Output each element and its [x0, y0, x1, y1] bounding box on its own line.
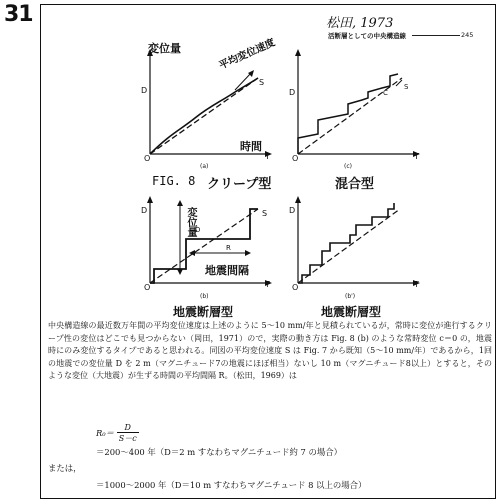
creep-origin-label: O [144, 154, 151, 163]
eq-interval-label: 地震間隔 [205, 264, 249, 277]
header-rule [412, 35, 460, 36]
formula-lhs: R₀＝ [96, 428, 115, 438]
result-line-2: ＝1000～2000 年（D＝10 m すなわちマグニチュード 8 以上の場合） [96, 480, 367, 490]
mixed-s-label: S [404, 83, 409, 91]
fault-prime-panel-label: (b') [345, 293, 356, 300]
formula-denominator: S－c [118, 434, 137, 443]
formula-fraction [117, 423, 139, 444]
fault-displacement-label: 変位量 [185, 207, 196, 237]
mixed-c-label: C [383, 89, 388, 97]
body-text [48, 320, 492, 383]
fault-prime-t-axis-label: T [414, 280, 419, 289]
fault-r-label: R [226, 244, 231, 252]
displacement-label: 変位量 [148, 42, 181, 55]
creep-s-label: S [259, 78, 265, 87]
formula [96, 423, 139, 444]
fault-prime-panel-graph [288, 195, 428, 295]
creep-t-axis-label: T [265, 152, 270, 161]
mixed-caption: 混合型 [335, 177, 375, 192]
figure-label: FIG. 8 [152, 174, 196, 188]
result-line-1: ＝200～400 年（D＝2 m すなわちマグニチュード約 7 の場合） [96, 447, 343, 457]
creep-panel-label: (a) [200, 163, 209, 170]
or-text: または， [48, 463, 82, 473]
creep-caption: クリープ型 [207, 177, 272, 192]
mixed-t-axis-label: T [414, 152, 419, 161]
fault-caption: 地震断層型 [173, 305, 234, 319]
mixed-panel-label: (c) [344, 163, 352, 170]
fault-t-axis-label: T [265, 280, 270, 289]
mixed-panel-graph [288, 48, 428, 163]
fault-d-label: D [195, 226, 201, 234]
mixed-origin-label: O [292, 154, 299, 163]
body-paragraph: 中央構造線の最近数万年間の平均変位速度は上述のように 5～10 mm/年と見積られているが，常時に変位が進行するクリープ性の変位はどこでも見つからない（岡田，1971）ので，実際の動き方は Fig. 8 (b) のような常時変位 c＝0 の，地震時にのみ変位するタイプであると思われる。同図の平均変位速度 S は Fig. 7 から既知（5～10 mm/年）であるから，1回の地震での変位量 D を 2 m（マグニチュード7の地震にほぼ相当）ないし 10 m（マグニチュード8以上）とすると，そのような変位（大地震）が生ずる時間の平均間隔 R。（松田，1969）は [48, 321, 492, 381]
running-title: 活断層としての中央構造線 [328, 32, 406, 40]
mixed-d-axis-label: D [289, 88, 296, 97]
time-label: 時間 [240, 140, 262, 153]
avg-rate-label: 平均変位速度 [217, 37, 277, 72]
fault-prime-caption: 地震断層型 [321, 305, 382, 319]
fault-prime-origin-label: O [292, 283, 299, 292]
formula-numerator: D [117, 423, 139, 433]
fault-d-axis-label: D [141, 206, 148, 215]
page-number: 31 [4, 2, 33, 27]
fault-prime-d-axis-label: D [289, 206, 296, 215]
header-page-number: 245 [461, 31, 474, 39]
fault-s-label: S [262, 209, 268, 218]
fault-origin-label: O [144, 283, 151, 292]
fault-panel-label: (b) [200, 293, 209, 300]
fault-panel-graph [140, 195, 280, 295]
creep-d-axis-label: D [141, 86, 148, 95]
handwritten-note: 松田, 1973 [326, 16, 394, 31]
